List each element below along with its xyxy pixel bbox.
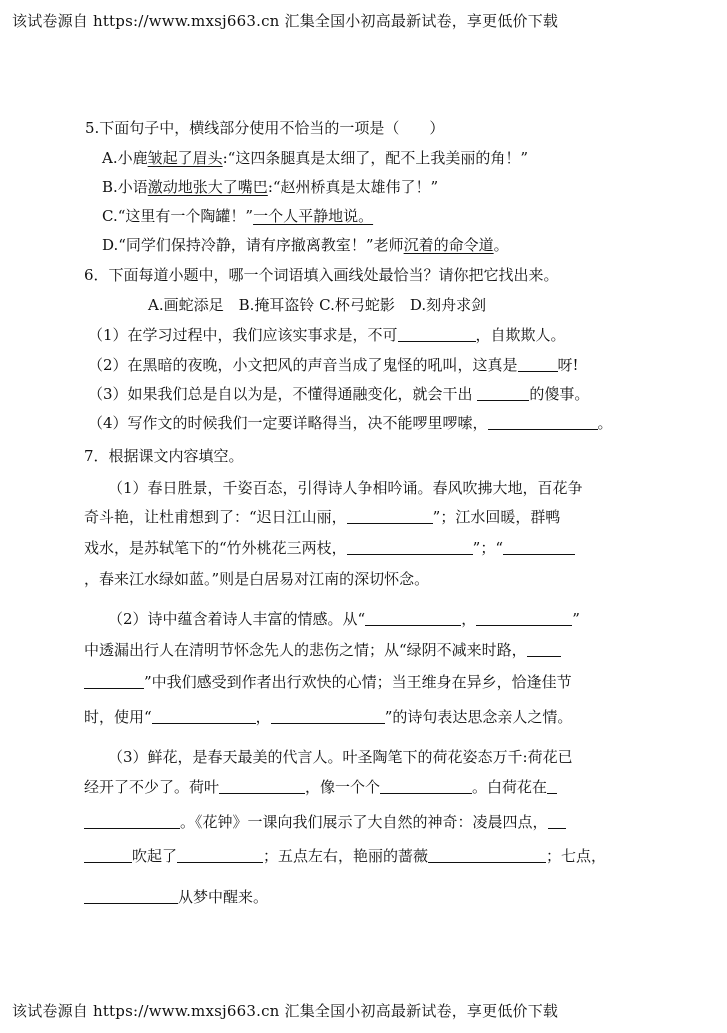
answer-blank (347, 540, 473, 555)
q7-p2-line4 (84, 707, 572, 727)
answer-blank (398, 327, 476, 342)
answer-blank (365, 611, 461, 626)
q7-p1-line3-end: ”；“ (472, 539, 504, 557)
q6-stem: 6．下面每道小题中，哪一个词语填入画线处最恰当？请你把它找出来。 (84, 266, 559, 284)
answer-blank (84, 848, 132, 863)
q7-p2-line1 (108, 609, 580, 629)
answer-blank (503, 540, 575, 555)
q7-p1-line3-text: 戏水，是苏轼笔下的“竹外桃花三两枝， (84, 539, 347, 557)
option-b-underlined: 激动地张大了嘴巴 (147, 178, 268, 196)
q7-p3-line4-mid: ；五点左右，艳丽的蔷薇 (263, 847, 429, 865)
q7-p3-line3 (84, 812, 566, 832)
q7-p3-line2-mid: ，像一个个 (305, 778, 381, 796)
q7-p3-line4-end: ；七点， (546, 847, 607, 865)
q7-p2-line4-end: ”的诗句表达思念亲人之情。 (384, 708, 573, 726)
answer-blank (548, 814, 566, 829)
answer-blank (271, 709, 385, 724)
q7-p1-line4: ，春来江水绿如蓝。”则是白居易对江南的深切怀念。 (84, 570, 430, 588)
q7-p2-line1-end: ” (572, 610, 580, 628)
answer-blank (84, 889, 178, 904)
q7-p1-line2-end: ”；江水回暖，群鸭 (432, 508, 561, 526)
page-footer-banner: 该试卷源自 https://www.mxsj663.cn 汇集全国小初高最新试卷，享更低价下载 (12, 1002, 559, 1020)
option-d-rest: 。 (493, 236, 509, 254)
q7-p2-line4-text: 时，使用“ (84, 708, 152, 726)
option-a-prefix: A.小鹿 (102, 149, 148, 167)
q5-option-c (102, 206, 373, 226)
q7-p3-line2 (84, 777, 557, 797)
answer-blank (177, 848, 263, 863)
q6-item-2-text: （2）在黑暗的夜晚，小文把风的声音当成了鬼怪的吼叫，这真是 (88, 356, 518, 374)
q6-item-4-text: （4）写作文的时候我们一定要详略得当，决不能啰里啰嗦， (88, 414, 488, 432)
q7-p3-line5 (84, 887, 268, 907)
answer-blank (347, 509, 433, 524)
q6-options: A.画蛇添足 B.掩耳盗铃 C.杯弓蛇影 D.刻舟求剑 (148, 296, 487, 314)
q7-p3-line1: （3）鲜花，是春天最美的代言人。叶圣陶笔下的荷花姿态万千:荷花已 (108, 748, 573, 766)
q6-item-1-end: ，自欺欺人。 (475, 326, 566, 344)
answer-blank (84, 814, 180, 829)
q6-item-2-end: 呀! (557, 356, 579, 374)
answer-blank (219, 779, 305, 794)
q7-p1-line2 (84, 507, 560, 527)
page-header-banner: 该试卷源自 https://www.mxsj663.cn 汇集全国小初高最新试卷，享更低价下载 (12, 12, 559, 30)
option-c-prefix: C.“这里有一个陶罐！” (102, 207, 254, 225)
q7-stem: 7．根据课文内容填空。 (84, 447, 244, 465)
option-b-prefix: B.小语 (102, 178, 148, 196)
q6-item-1-text: （1）在学习过程中，我们应该实事求是，不可 (88, 326, 398, 344)
option-a-rest: :“这四条腿真是太细了，配不上我美丽的角！” (222, 149, 529, 167)
answer-blank (84, 674, 144, 689)
answer-blank (476, 611, 572, 626)
q7-p2-line2 (84, 640, 561, 660)
q5-stem: 5.下面句子中，横线部分使用不恰当的一项是（ ） (85, 119, 445, 137)
q7-p2-line3-text: ”中我们感受到作者出行欢快的心情；当王维身在异乡，恰逢佳节 (144, 673, 572, 691)
option-a-underlined: 皱起了眉头 (147, 149, 223, 167)
q7-p1-line1: （1）春日胜景，千姿百态，引得诗人争相吟诵。春风吹拂大地，百花争 (108, 479, 583, 497)
answer-blank (518, 357, 558, 372)
answer-blank (527, 642, 561, 657)
q6-item-3-text: （3）如果我们总是自以为是，不懂得通融变化，就会干出 (88, 385, 478, 403)
answer-blank (428, 848, 546, 863)
answer-blank (380, 779, 472, 794)
q7-p3-line2-text: 经开了不少了。荷叶 (84, 778, 220, 796)
q6-item-4-end: 。 (597, 414, 613, 432)
q6-item-3 (88, 384, 589, 404)
q5-option-a (102, 148, 528, 168)
q7-p3-line2-end: 。白荷花在 (472, 778, 548, 796)
q6-item-2 (88, 355, 579, 375)
option-c-underlined: 一个人平静地说。 (253, 207, 374, 225)
q7-p2-line1-text: （2）诗中蕴含着诗人丰富的情感。从“ (108, 610, 366, 628)
q7-p2-line1-comma: ， (461, 610, 477, 628)
option-d-underlined: 沉着的命令道 (403, 236, 494, 254)
answer-blank (488, 415, 598, 430)
q7-p3-line3-text: 。《花钟》一课向我们展示了大自然的神奇：凌晨四点， (180, 813, 548, 831)
q7-p3-line4 (84, 846, 606, 866)
q5-option-d (102, 235, 509, 255)
q7-p1-line3 (84, 538, 575, 558)
q7-p2-line4-comma: ， (255, 708, 271, 726)
q7-p3-line5-text: 从梦中醒来。 (178, 888, 269, 906)
answer-blank (547, 779, 557, 794)
answer-blank (477, 386, 529, 401)
option-b-rest: :“赵州桥真是太雄伟了！” (267, 178, 439, 196)
q7-p2-line3 (84, 672, 572, 692)
q6-item-3-end: 的傻事。 (529, 385, 590, 403)
q7-p1-line2-text: 奇斗艳，让杜甫想到了：“迟日江山丽， (84, 508, 347, 526)
q5-option-b (102, 177, 438, 197)
q6-item-1 (88, 325, 566, 345)
answer-blank (152, 709, 256, 724)
q7-p3-line4-text: 吹起了 (132, 847, 178, 865)
q7-p2-line2-text: 中透漏出行人在清明节怀念先人的悲伤之情；从“绿阴不减来时路， (84, 641, 527, 659)
q6-item-4 (88, 413, 613, 433)
option-d-prefix: D.“同学们保持冷静，请有序撤离教室！”老师 (102, 236, 404, 254)
